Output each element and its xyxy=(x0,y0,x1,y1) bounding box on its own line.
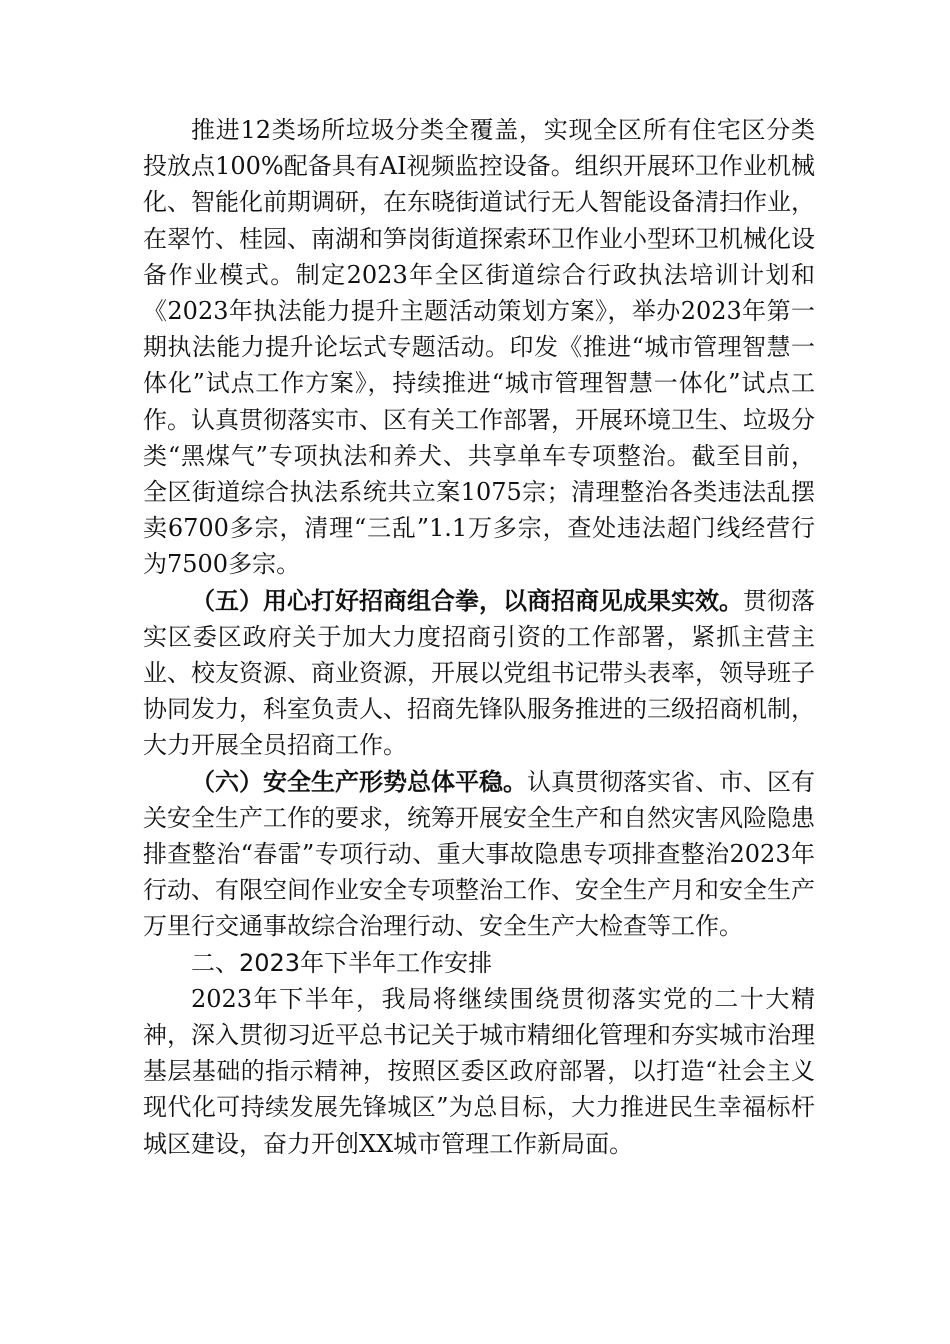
paragraph-lead-heading: （六）安全生产形势总体平稳。 xyxy=(191,766,527,796)
document-page xyxy=(143,112,815,1162)
section-heading: 二、2023年下半年工作安排 xyxy=(191,948,493,977)
paragraph-sanitation-enforcement xyxy=(143,112,815,583)
paragraph-lead-heading: （五）用心打好招商组合拳，以商招商见成果实效。 xyxy=(191,585,743,615)
paragraph-body: 贯彻落实区委区政府关于加大力度招商引资的工作部署，紧抓主营主业、校友资源、商业资源，开展以党组书记带头表率，领导班子协同发力，科室负责人、招商先锋队服务推进的三级招商机制，大力开展全员招商工作。 xyxy=(143,586,815,760)
paragraph-second-half-plan: 2023年下半年，我局将继续围绕贯彻落实党的二十大精神，深入贯彻习近平总书记关于城市精细化管理和夯实城市治理基层基础的指示精神，按照区委区政府部署，以打造“社会主义现代化可持续发展先锋城区”为总目标，大力推进民生幸福标杆城区建设，奋力开创XX城市管理工作新局面。 xyxy=(143,984,815,1158)
paragraph-body: 认真贯彻落实省、市、区有关安全生产工作的要求，统筹开展安全生产和自然灾害风险隐患排查整治“春雷”专项行动、重大事故隐患专项排查整治2023年行动、有限空间作业安全专项整治工作、安全生产月和安全生产万里行交通事故综合治理行动、安全生产大检查等工作。 xyxy=(143,767,815,941)
paragraph-body: 推进12类场所垃圾分类全覆盖，实现全区所有住宅区分类投放点100%配备具有AI视频监控设备。组织开展环卫作业机械化、智能化前期调研，在东晓街道试行无人智能设备清扫作业，在翠竹、桂园、南湖和笋岗街道探索环卫作业小型环卫机械化设备作业模式。制定2023年全区街道综合行政执法培训计划和《2023年执法能力提升主题活动策划方案》，举办2023年第一期执法能力提升论坛式专题活动。印发《推进“城市管理智慧一体化”试点工作方案》，持续推进“城市管理智慧一体化”试点工作。认真贯彻落实市、区有关工作部署，开展环境卫生、垃圾分类“黑煤气”专项执法和养犬、共享单车专项整治。截至目前，全区街道综合执法系统共立案1075宗；清理整治各类违法乱摆卖6700多宗，清理“三乱”1.1万多宗，查处违法超门线经营行为7500多宗。 xyxy=(143,116,815,579)
paragraph-work-safety xyxy=(143,764,815,945)
paragraph-investment-promotion xyxy=(143,583,815,764)
